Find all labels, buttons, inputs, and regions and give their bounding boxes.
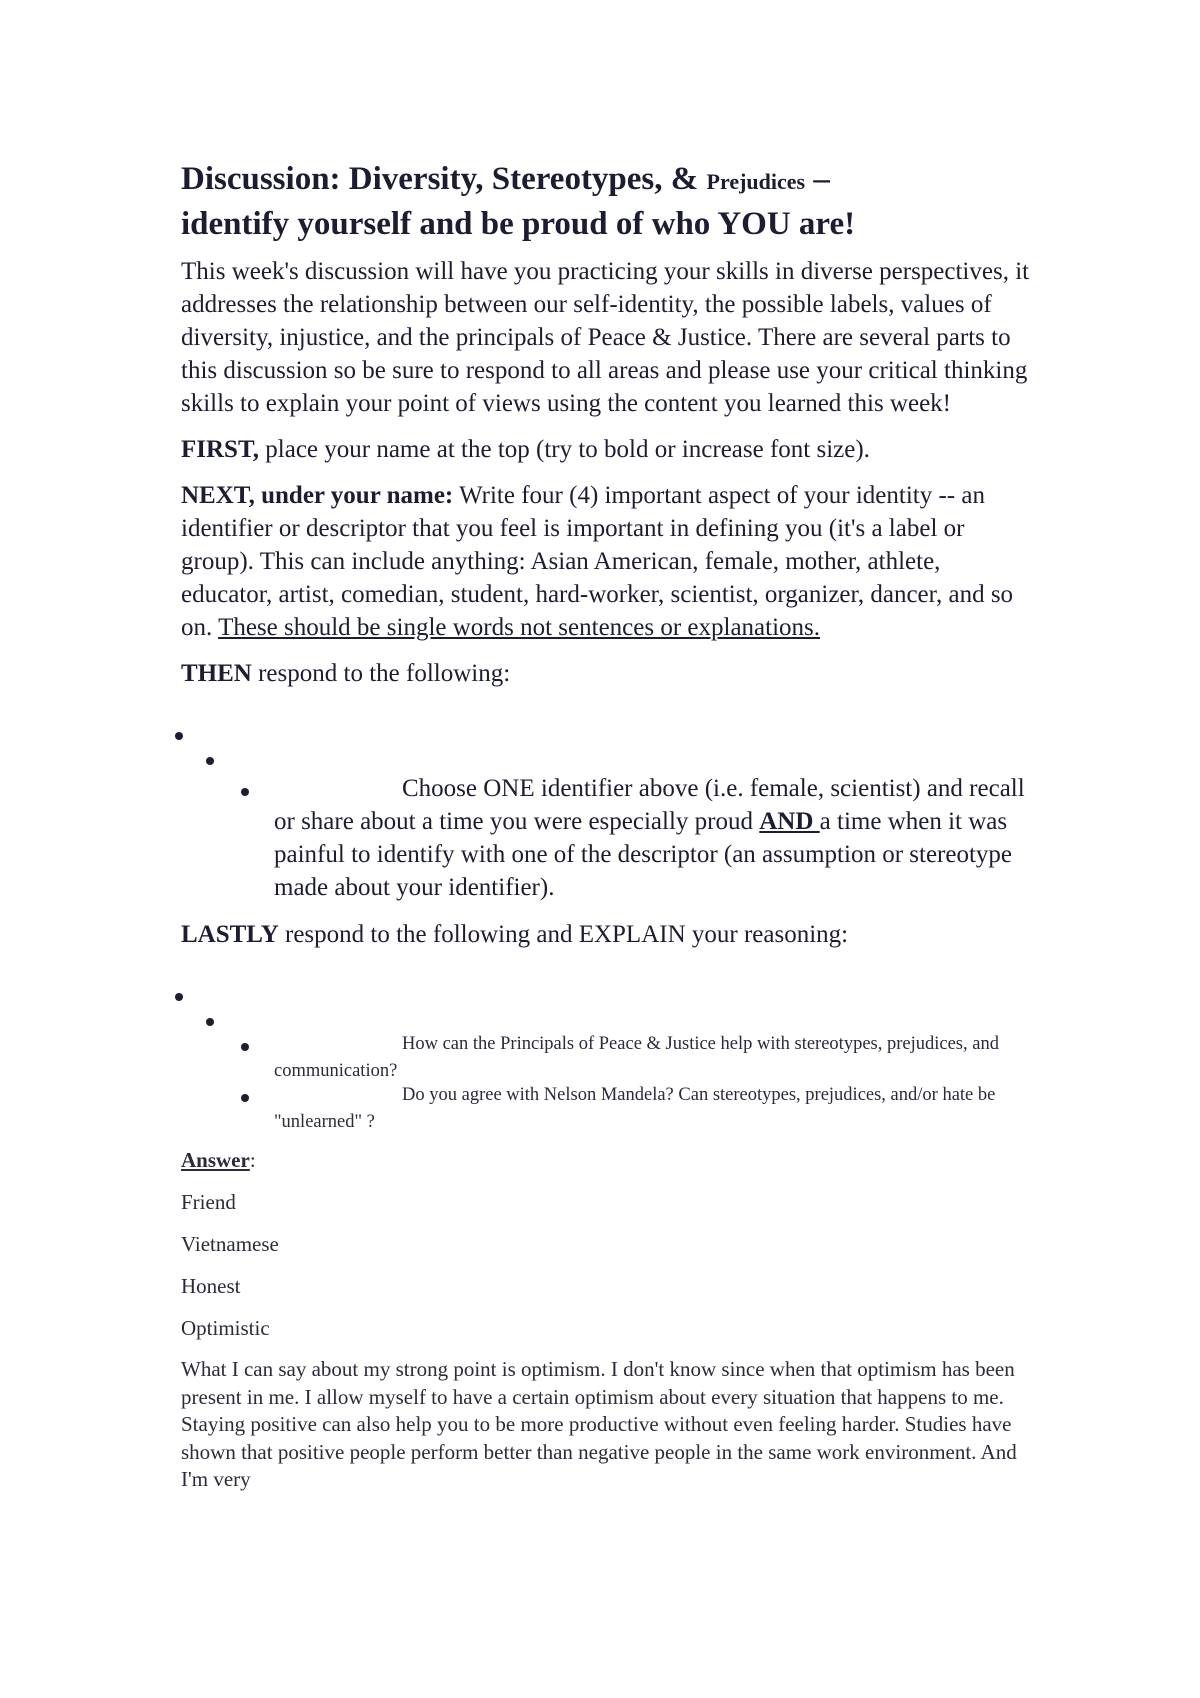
then-bullet-text <box>274 772 1034 904</box>
title-line2: identify yourself and be proud of who YOU are! <box>181 206 856 242</box>
lastly-label: LASTLY <box>181 921 279 948</box>
intro-paragraph: This week's discussion will have you practicing your skills in diverse perspectives, it addresses the relationship between our self-identity, the possible labels, values of diversity, injustice, and the principals of Peace & Justice. There are several parts to this discussion so be sure to respond to all areas and please use your critical thinking skills to explain your point of views using the content you learned this week! <box>181 258 1030 417</box>
first-text: place your name at the top (try to bold or increase font size). <box>259 436 870 463</box>
lastly-instruction <box>181 918 1031 951</box>
then-instruction <box>181 657 1031 690</box>
then-bullet-emph: AND <box>759 808 820 835</box>
lastly-text: respond to the following and EXPLAIN your reasoning: <box>278 921 849 948</box>
answer-heading <box>181 1146 1031 1174</box>
identifier-item: Friend <box>181 1190 236 1214</box>
bullet-dot <box>241 788 249 796</box>
bullet-dot <box>206 1018 214 1026</box>
title-part1: Discussion: Diversity, Stereotypes, & <box>181 161 707 197</box>
identifier-item: Vietnamese <box>181 1232 279 1256</box>
then-text: respond to the following: <box>251 660 511 687</box>
identifier-item: Optimistic <box>181 1316 270 1340</box>
next-instruction <box>181 479 1031 644</box>
bullet-dot <box>241 1094 249 1102</box>
next-label: NEXT, under your name: <box>181 482 454 509</box>
next-text: Write four (4) important aspect of your identity -- an identifier or descriptor that you feel is important in defining you (it's a label or group). This can include anything: Asian American, female, mother, athlete, educator, artist, comedian, student, hard-worker, scientist, organizer, dancer, and so on. <box>181 482 1014 641</box>
answer-label: Answer <box>181 1148 250 1172</box>
bullet-dot <box>241 1043 249 1051</box>
then-label: THEN <box>181 660 252 687</box>
title-small-part: Prejudices <box>706 169 806 194</box>
first-instruction <box>181 433 1031 466</box>
title-dash: – <box>805 161 830 197</box>
bullet-dot <box>175 732 183 740</box>
document-content <box>181 158 1031 1494</box>
bullet-dot <box>175 993 183 1001</box>
answer-essay: What I can say about my strong point is optimism. I don't know since when that optimism has been present in me. I allow myself to have a certain optimism about every situation that happens to me. Staying positive can also help you to be more productive without even feeling harder. Studies have shown that positive people perform better than negative people in the same work environment. And I'm very <box>181 1357 1017 1491</box>
then-bullet-after: a time when it was painful to identify with one of the descriptor (an assumption or stereotype made about your identifier). <box>274 808 1013 901</box>
answer-colon: : <box>249 1148 256 1172</box>
answer-section <box>181 1146 1031 1494</box>
lastly-bullet-1: How can the Principals of Peace & Justice help with stereotypes, prejudices, and communication? <box>274 1034 999 1081</box>
identifier-item: Honest <box>181 1274 241 1298</box>
page-title <box>181 158 1031 246</box>
lastly-bullet-2: Do you agree with Nelson Mandela? Can stereotypes, prejudices, and/or hate be "unlearned" ? <box>274 1085 996 1132</box>
next-underlined-note: These should be single words not sentences or explanations. <box>218 614 821 641</box>
bullet-dot <box>206 757 214 765</box>
then-bullet-before: Choose ONE identifier above (i.e. female, scientist) and recall or share about a time you were especially proud <box>274 775 1025 835</box>
then-bullet-list <box>181 690 1031 918</box>
lastly-bullet-list <box>181 951 1031 1132</box>
first-label: FIRST, <box>181 436 260 463</box>
